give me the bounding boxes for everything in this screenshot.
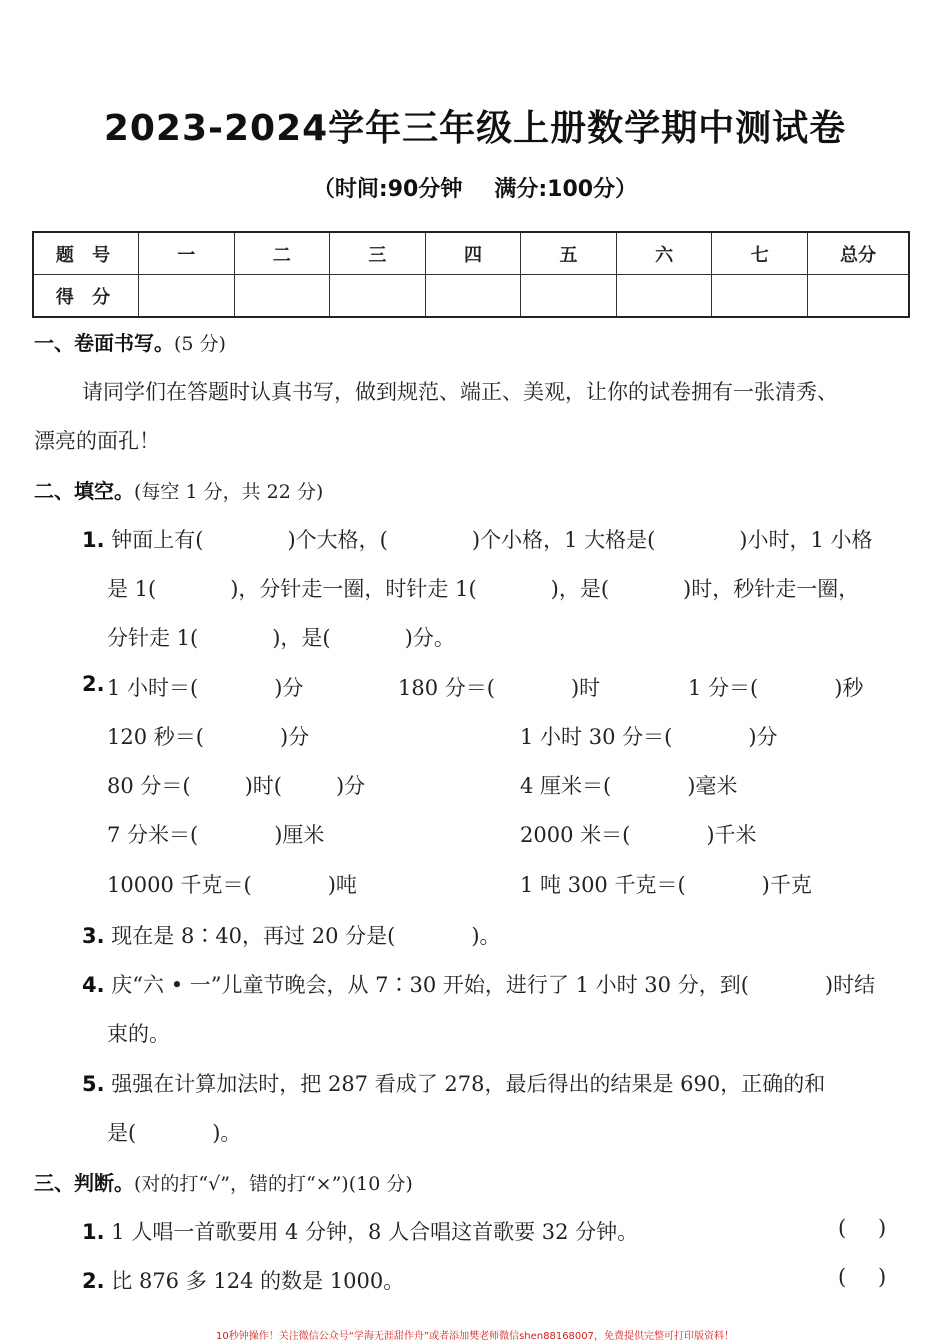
q2-item xyxy=(520,819,757,849)
question-number: 2. xyxy=(82,672,105,696)
q2-item xyxy=(398,672,600,702)
question-number: 4. xyxy=(82,973,105,997)
section1-text-line2: 漂亮的面孔！ xyxy=(34,429,160,453)
q3-text: )。 xyxy=(471,924,501,948)
q5-text: )。 xyxy=(212,1121,242,1145)
q1-text: 分针走 1( xyxy=(107,626,199,650)
score-input-cell[interactable] xyxy=(139,275,235,318)
score-table-cell: 二 xyxy=(234,232,330,275)
exam-time: （时间:90分钟 xyxy=(312,177,463,202)
q1-line2 xyxy=(107,573,859,603)
q2-item xyxy=(688,672,863,702)
section1-heading xyxy=(34,327,226,356)
q1-text: )，是( xyxy=(550,577,610,601)
section2-heading xyxy=(34,475,323,504)
q2-text: )吨 xyxy=(327,873,357,897)
q2-item xyxy=(107,819,324,849)
q5-line2 xyxy=(107,1117,241,1147)
section2-note: (每空 1 分，共 22 分) xyxy=(134,481,324,503)
q3-text: 现在是 8∶40，再过 20 分是( xyxy=(111,924,396,948)
score-input-cell[interactable] xyxy=(521,275,617,318)
section3-note: (对的打“√”，错的打“×”)(10 分) xyxy=(134,1173,413,1195)
q2-item xyxy=(520,869,812,899)
q2-row1 xyxy=(82,672,105,696)
score-table-header-row xyxy=(33,232,909,275)
paren-left: ( xyxy=(838,1265,847,1289)
paren-left: ( xyxy=(838,1216,847,1240)
q1-line3 xyxy=(107,622,455,652)
q5-line1 xyxy=(82,1068,825,1098)
score-table-cell: 题 号 xyxy=(33,232,139,275)
score-table-cell: 一 xyxy=(139,232,235,275)
q2-text: 7 分米＝( xyxy=(107,823,199,847)
q4-line1 xyxy=(82,969,875,999)
q1-text: )个小格，1 大格是( xyxy=(471,528,656,552)
score-input-cell[interactable] xyxy=(712,275,808,318)
judge-answer-box[interactable] xyxy=(838,1265,918,1289)
q1-text: )，是( xyxy=(272,626,331,650)
section1-title: 一、卷面书写。 xyxy=(34,331,174,355)
q2-text: 80 分＝( xyxy=(107,774,191,798)
question-number: 3. xyxy=(82,924,105,948)
score-input-cell[interactable] xyxy=(808,275,910,318)
score-input-cell[interactable] xyxy=(234,275,330,318)
q2-text: 1 小时 30 分＝( xyxy=(520,725,673,749)
footer-notice: 10秒钟操作！关注微信公众号“学海无涯甜作舟”或者添加樊老师微信shen88168007，免费提供完整可打印版资料！ xyxy=(215,1331,735,1342)
exam-title: 2023-2024学年三年级上册数学期中测试卷 xyxy=(103,108,847,149)
q4-text: 庆“六 • 一”儿童节晚会，从 7∶30 开始，进行了 1 小时 30 分，到( xyxy=(111,973,749,997)
q1-text: )，分针走一圈，时针走 1( xyxy=(230,577,477,601)
judge-text: 比 876 多 124 的数是 1000。 xyxy=(111,1269,405,1293)
section2-title: 二、填空。 xyxy=(34,479,134,503)
question-number: 2. xyxy=(82,1269,105,1293)
q5-text: 强强在计算加法时，把 287 看成了 278，最后得出的结果是 690，正确的和 xyxy=(111,1072,826,1096)
q2-text: )时( xyxy=(244,774,282,798)
judge-item xyxy=(82,1265,404,1295)
q2-text: 10000 千克＝( xyxy=(107,873,252,897)
q2-item xyxy=(520,721,778,751)
q2-text: )千米 xyxy=(706,823,757,847)
score-table-cell: 总分 xyxy=(808,232,910,275)
q2-item xyxy=(107,672,303,702)
q2-text: 1 小时＝( xyxy=(107,676,199,700)
q2-text: )厘米 xyxy=(274,823,325,847)
q2-text: )分 xyxy=(335,774,366,798)
q2-text: 120 秒＝( xyxy=(107,725,204,749)
section3-heading xyxy=(34,1167,413,1196)
q3-line xyxy=(82,920,501,950)
q2-text: )时 xyxy=(570,676,601,700)
paren-right: ) xyxy=(878,1265,887,1289)
score-input-cell[interactable] xyxy=(330,275,426,318)
q4-line2: 束的。 xyxy=(107,1022,170,1046)
q1-text: 钟面上有( xyxy=(111,528,204,552)
question-number: 1. xyxy=(82,528,105,552)
score-table-score-row xyxy=(33,275,909,318)
q2-text: 2000 米＝( xyxy=(520,823,631,847)
q2-text: )千克 xyxy=(761,873,812,897)
q2-item xyxy=(520,770,737,800)
q2-item xyxy=(107,869,357,899)
q2-text: 4 厘米＝( xyxy=(520,774,612,798)
score-table-cell: 三 xyxy=(330,232,426,275)
section3-title: 三、判断。 xyxy=(34,1171,134,1195)
q2-text: )分 xyxy=(279,725,310,749)
q1-line1 xyxy=(82,524,873,554)
judge-item xyxy=(82,1216,638,1246)
q2-item xyxy=(107,770,365,800)
score-input-cell[interactable] xyxy=(425,275,521,318)
exam-subtitle xyxy=(0,172,950,203)
score-table xyxy=(32,231,910,318)
q2-text: )毫米 xyxy=(687,774,738,798)
q2-text: )分 xyxy=(274,676,304,700)
score-table-cell: 六 xyxy=(616,232,712,275)
q2-text: )分 xyxy=(748,725,778,749)
q2-text: 180 分＝( xyxy=(398,676,495,700)
q2-text: 1 吨 300 千克＝( xyxy=(520,873,686,897)
score-table-cell: 五 xyxy=(521,232,617,275)
score-row-label: 得 分 xyxy=(33,275,139,318)
q1-text: 是 1( xyxy=(107,577,157,601)
score-input-cell[interactable] xyxy=(616,275,712,318)
q1-text: )分。 xyxy=(404,626,455,650)
exam-full-score: 满分:100分） xyxy=(494,177,638,202)
judge-text: 1 人唱一首歌要用 4 分钟，8 人合唱这首歌要 32 分钟。 xyxy=(111,1220,639,1244)
section1-text-line1: 请同学们在答题时认真书写，做到规范、端正、美观，让你的试卷拥有一张清秀、 xyxy=(82,380,838,404)
score-table-cell: 七 xyxy=(712,232,808,275)
section1-note: (5 分) xyxy=(174,333,226,355)
judge-answer-box[interactable] xyxy=(838,1216,918,1240)
q1-text: )个大格，( xyxy=(287,528,388,552)
score-table-cell: 四 xyxy=(425,232,521,275)
paren-right: ) xyxy=(878,1216,887,1240)
q1-text: )时，秒针走一圈， xyxy=(683,577,860,601)
q4-text: )时结 xyxy=(824,973,876,997)
question-number: 1. xyxy=(82,1220,105,1244)
q5-text: 是( xyxy=(107,1121,137,1145)
q2-item xyxy=(107,721,309,751)
q1-text: )小时，1 小格 xyxy=(739,528,873,552)
q2-text: )秒 xyxy=(834,676,864,700)
q2-text: 1 分＝( xyxy=(688,676,759,700)
question-number: 5. xyxy=(82,1072,105,1096)
